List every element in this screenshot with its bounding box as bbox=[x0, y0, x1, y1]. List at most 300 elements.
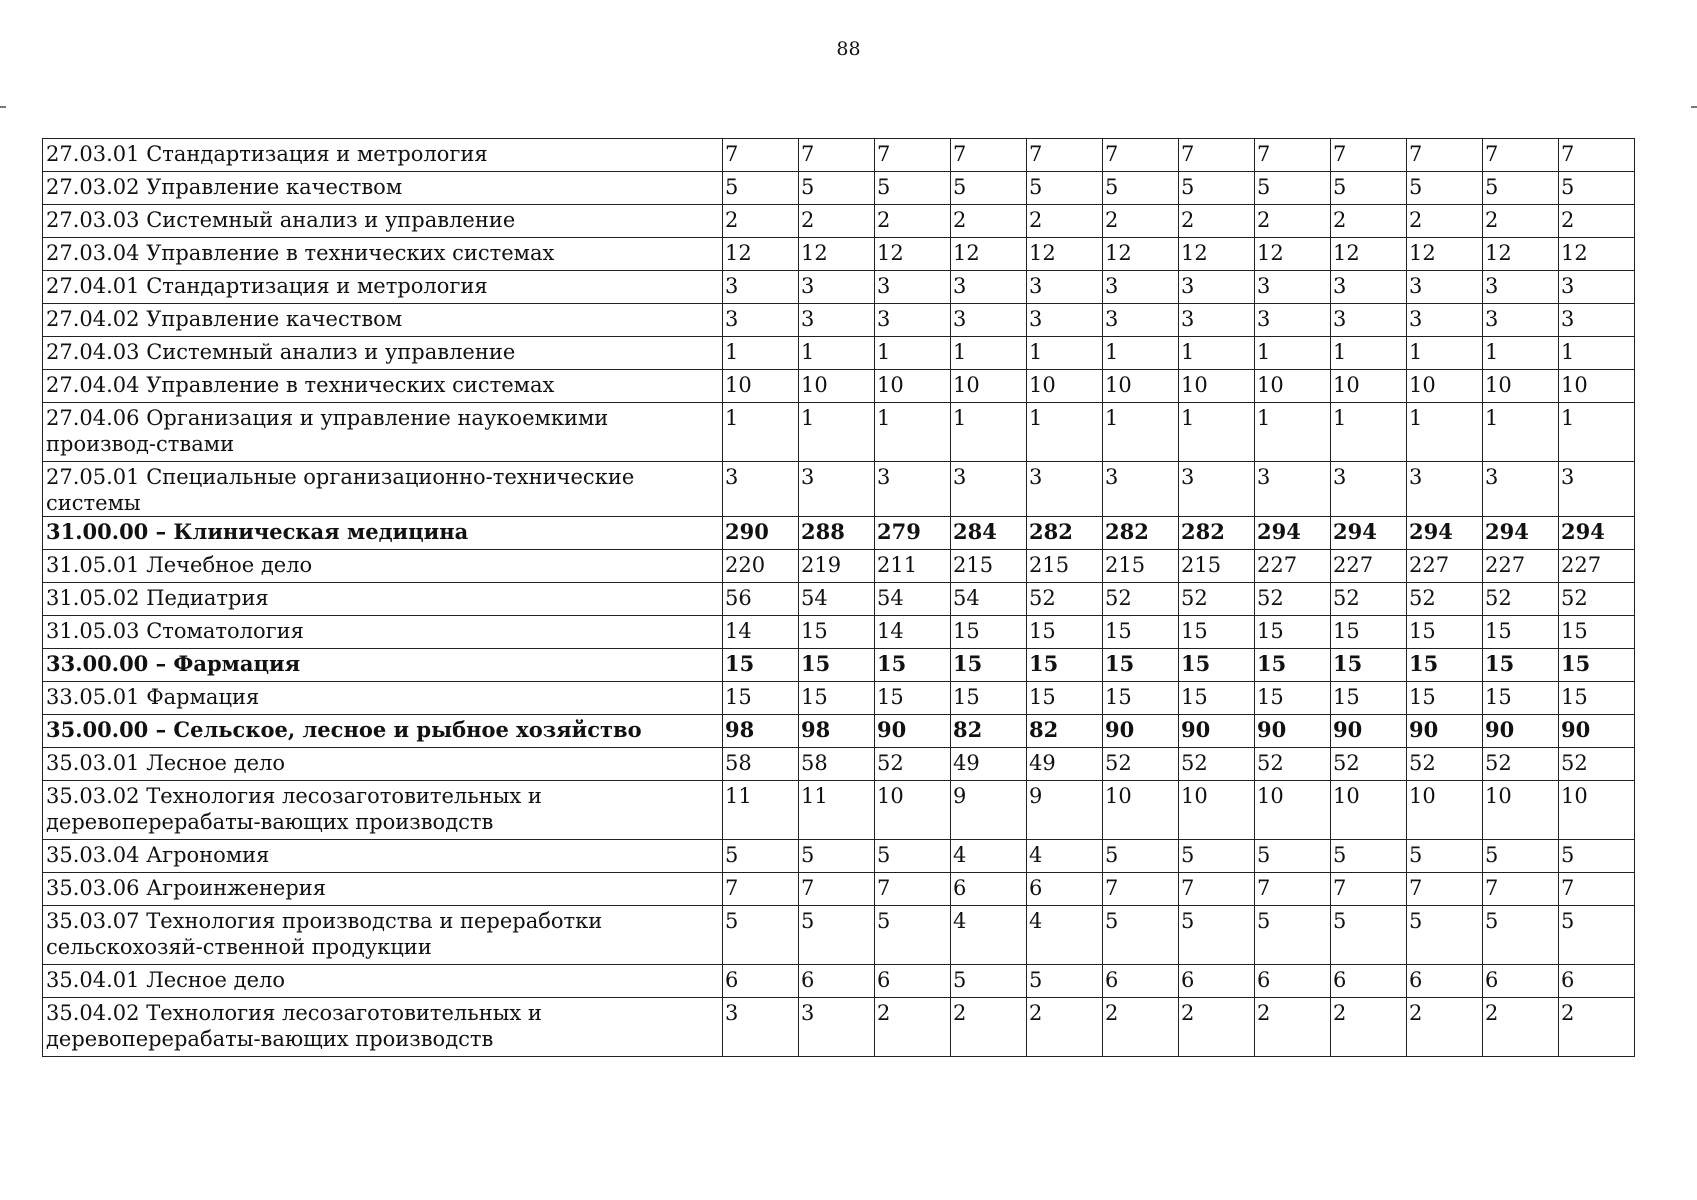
row-value-cell: 15 bbox=[1103, 682, 1179, 715]
row-value-cell: 49 bbox=[951, 748, 1027, 781]
row-value-cell: 15 bbox=[1027, 616, 1103, 649]
row-value-cell: 7 bbox=[799, 873, 875, 906]
row-value-cell: 1 bbox=[1331, 337, 1407, 370]
row-value-cell: 7 bbox=[723, 873, 799, 906]
row-value-cell: 58 bbox=[799, 748, 875, 781]
row-value-cell: 15 bbox=[1407, 616, 1483, 649]
row-value-cell: 3 bbox=[723, 462, 799, 517]
row-value-cell: 12 bbox=[723, 238, 799, 271]
row-value-cell: 6 bbox=[799, 965, 875, 998]
row-value-cell: 288 bbox=[799, 517, 875, 550]
row-value-cell: 5 bbox=[1331, 906, 1407, 965]
row-value-cell: 3 bbox=[1331, 462, 1407, 517]
scan-edge-mark-right bbox=[1691, 106, 1697, 108]
row-value-cell: 15 bbox=[951, 616, 1027, 649]
table-row bbox=[43, 781, 1635, 840]
row-value-cell: 3 bbox=[1407, 271, 1483, 304]
row-value-cell: 215 bbox=[1179, 550, 1255, 583]
row-value-cell: 14 bbox=[723, 616, 799, 649]
row-value-cell: 90 bbox=[1179, 715, 1255, 748]
row-value-cell: 282 bbox=[1179, 517, 1255, 550]
row-value-cell: 1 bbox=[1407, 403, 1483, 462]
row-value-cell: 15 bbox=[1483, 649, 1559, 682]
row-value-cell: 3 bbox=[1331, 304, 1407, 337]
row-value-cell: 52 bbox=[1179, 583, 1255, 616]
row-value-cell: 2 bbox=[1179, 205, 1255, 238]
table-row bbox=[43, 238, 1635, 271]
row-value-cell: 5 bbox=[799, 172, 875, 205]
row-value-cell: 5 bbox=[1179, 172, 1255, 205]
row-value-cell: 15 bbox=[1179, 649, 1255, 682]
table-row bbox=[43, 682, 1635, 715]
table-row bbox=[43, 748, 1635, 781]
row-value-cell: 1 bbox=[1331, 403, 1407, 462]
row-value-cell: 10 bbox=[1179, 781, 1255, 840]
row-value-cell: 10 bbox=[1331, 370, 1407, 403]
row-value-cell: 3 bbox=[1559, 271, 1635, 304]
row-value-cell: 5 bbox=[1255, 840, 1331, 873]
row-value-cell: 1 bbox=[799, 337, 875, 370]
row-value-cell: 5 bbox=[951, 965, 1027, 998]
row-value-cell: 5 bbox=[1559, 840, 1635, 873]
row-program-name: 27.04.04 Управление в технических системах bbox=[43, 370, 723, 403]
row-value-cell: 4 bbox=[951, 840, 1027, 873]
row-value-cell: 90 bbox=[875, 715, 951, 748]
row-value-cell: 7 bbox=[875, 873, 951, 906]
row-value-cell: 3 bbox=[1255, 271, 1331, 304]
row-value-cell: 15 bbox=[1255, 682, 1331, 715]
row-value-cell: 2 bbox=[1103, 205, 1179, 238]
row-value-cell: 3 bbox=[1027, 462, 1103, 517]
row-program-name: 35.03.01 Лесное дело bbox=[43, 748, 723, 781]
row-value-cell: 3 bbox=[951, 462, 1027, 517]
row-value-cell: 1 bbox=[1255, 337, 1331, 370]
row-value-cell: 52 bbox=[1483, 748, 1559, 781]
row-value-cell: 90 bbox=[1483, 715, 1559, 748]
row-value-cell: 7 bbox=[723, 139, 799, 172]
row-program-name: 31.00.00 – Клиническая медицина bbox=[43, 517, 723, 550]
row-value-cell: 3 bbox=[1179, 462, 1255, 517]
row-value-cell: 6 bbox=[1179, 965, 1255, 998]
row-value-cell: 10 bbox=[1331, 781, 1407, 840]
row-program-name: 27.03.04 Управление в технических системах bbox=[43, 238, 723, 271]
row-program-name: 27.04.03 Системный анализ и управление bbox=[43, 337, 723, 370]
row-value-cell: 52 bbox=[1407, 583, 1483, 616]
row-value-cell: 82 bbox=[1027, 715, 1103, 748]
table-row bbox=[43, 965, 1635, 998]
row-value-cell: 10 bbox=[875, 781, 951, 840]
row-value-cell: 2 bbox=[1027, 998, 1103, 1057]
table-row bbox=[43, 370, 1635, 403]
row-value-cell: 227 bbox=[1255, 550, 1331, 583]
row-value-cell: 294 bbox=[1483, 517, 1559, 550]
row-value-cell: 52 bbox=[1331, 748, 1407, 781]
row-value-cell: 3 bbox=[723, 998, 799, 1057]
row-value-cell: 1 bbox=[875, 403, 951, 462]
table-row bbox=[43, 550, 1635, 583]
row-value-cell: 52 bbox=[1255, 748, 1331, 781]
row-value-cell: 10 bbox=[951, 370, 1027, 403]
row-program-name: 31.05.03 Стоматология bbox=[43, 616, 723, 649]
row-value-cell: 3 bbox=[1103, 271, 1179, 304]
row-value-cell: 219 bbox=[799, 550, 875, 583]
row-value-cell: 10 bbox=[1103, 781, 1179, 840]
row-value-cell: 227 bbox=[1331, 550, 1407, 583]
row-value-cell: 15 bbox=[1331, 616, 1407, 649]
row-value-cell: 3 bbox=[1483, 271, 1559, 304]
row-value-cell: 5 bbox=[1179, 906, 1255, 965]
table-body bbox=[43, 139, 1635, 1057]
row-value-cell: 52 bbox=[1179, 748, 1255, 781]
row-value-cell: 90 bbox=[1103, 715, 1179, 748]
row-value-cell: 3 bbox=[951, 271, 1027, 304]
table-row-group-total bbox=[43, 517, 1635, 550]
row-value-cell: 3 bbox=[1103, 462, 1179, 517]
row-value-cell: 2 bbox=[1179, 998, 1255, 1057]
row-value-cell: 4 bbox=[1027, 840, 1103, 873]
row-value-cell: 5 bbox=[1103, 906, 1179, 965]
row-program-name: 31.05.01 Лечебное дело bbox=[43, 550, 723, 583]
row-value-cell: 1 bbox=[1179, 403, 1255, 462]
row-value-cell: 11 bbox=[723, 781, 799, 840]
row-value-cell: 12 bbox=[1103, 238, 1179, 271]
row-value-cell: 12 bbox=[1559, 238, 1635, 271]
row-value-cell: 15 bbox=[1331, 649, 1407, 682]
row-value-cell: 7 bbox=[1179, 139, 1255, 172]
row-value-cell: 1 bbox=[1559, 403, 1635, 462]
row-value-cell: 15 bbox=[875, 682, 951, 715]
row-value-cell: 5 bbox=[1255, 906, 1331, 965]
row-value-cell: 3 bbox=[1103, 304, 1179, 337]
row-value-cell: 3 bbox=[799, 462, 875, 517]
row-value-cell: 12 bbox=[1331, 238, 1407, 271]
row-value-cell: 10 bbox=[1483, 370, 1559, 403]
table-row bbox=[43, 616, 1635, 649]
row-value-cell: 282 bbox=[1103, 517, 1179, 550]
row-value-cell: 7 bbox=[799, 139, 875, 172]
row-value-cell: 2 bbox=[1407, 205, 1483, 238]
row-value-cell: 4 bbox=[1027, 906, 1103, 965]
row-value-cell: 15 bbox=[1559, 616, 1635, 649]
row-value-cell: 5 bbox=[1483, 172, 1559, 205]
row-value-cell: 52 bbox=[1407, 748, 1483, 781]
row-value-cell: 12 bbox=[1407, 238, 1483, 271]
row-value-cell: 7 bbox=[1483, 873, 1559, 906]
row-value-cell: 6 bbox=[1331, 965, 1407, 998]
row-value-cell: 1 bbox=[875, 337, 951, 370]
row-value-cell: 10 bbox=[1559, 370, 1635, 403]
row-value-cell: 6 bbox=[1559, 965, 1635, 998]
row-value-cell: 10 bbox=[723, 370, 799, 403]
row-value-cell: 3 bbox=[1483, 304, 1559, 337]
row-value-cell: 6 bbox=[1103, 965, 1179, 998]
row-value-cell: 215 bbox=[1027, 550, 1103, 583]
row-value-cell: 1 bbox=[1483, 403, 1559, 462]
table-row bbox=[43, 337, 1635, 370]
row-value-cell: 15 bbox=[875, 649, 951, 682]
row-value-cell: 10 bbox=[1407, 781, 1483, 840]
row-value-cell: 5 bbox=[723, 172, 799, 205]
row-value-cell: 12 bbox=[875, 238, 951, 271]
row-value-cell: 2 bbox=[875, 998, 951, 1057]
row-value-cell: 3 bbox=[1027, 304, 1103, 337]
row-value-cell: 5 bbox=[951, 172, 1027, 205]
row-value-cell: 1 bbox=[723, 403, 799, 462]
row-value-cell: 5 bbox=[875, 840, 951, 873]
row-value-cell: 2 bbox=[1483, 205, 1559, 238]
row-value-cell: 215 bbox=[1103, 550, 1179, 583]
row-value-cell: 54 bbox=[875, 583, 951, 616]
enrollment-table-wrapper bbox=[42, 138, 1634, 1057]
row-value-cell: 5 bbox=[1407, 172, 1483, 205]
row-value-cell: 282 bbox=[1027, 517, 1103, 550]
row-value-cell: 52 bbox=[1103, 748, 1179, 781]
row-value-cell: 7 bbox=[1027, 139, 1103, 172]
table-row bbox=[43, 403, 1635, 462]
row-value-cell: 7 bbox=[875, 139, 951, 172]
row-value-cell: 227 bbox=[1483, 550, 1559, 583]
row-value-cell: 5 bbox=[1483, 906, 1559, 965]
row-value-cell: 7 bbox=[1331, 873, 1407, 906]
row-value-cell: 12 bbox=[799, 238, 875, 271]
row-value-cell: 7 bbox=[1559, 873, 1635, 906]
row-value-cell: 3 bbox=[875, 304, 951, 337]
row-value-cell: 49 bbox=[1027, 748, 1103, 781]
row-value-cell: 3 bbox=[875, 271, 951, 304]
row-value-cell: 3 bbox=[1331, 271, 1407, 304]
row-value-cell: 12 bbox=[1179, 238, 1255, 271]
scan-edge-mark-left bbox=[0, 106, 6, 108]
row-value-cell: 5 bbox=[1103, 840, 1179, 873]
row-value-cell: 7 bbox=[1179, 873, 1255, 906]
row-program-name: 35.03.06 Агроинженерия bbox=[43, 873, 723, 906]
row-value-cell: 98 bbox=[723, 715, 799, 748]
row-value-cell: 294 bbox=[1559, 517, 1635, 550]
row-value-cell: 10 bbox=[1179, 370, 1255, 403]
row-value-cell: 56 bbox=[723, 583, 799, 616]
row-program-name: 33.05.01 Фармация bbox=[43, 682, 723, 715]
row-program-name: 35.03.07 Технология производства и переработки сельскохозяй-ственной продукции bbox=[43, 906, 723, 965]
row-value-cell: 6 bbox=[723, 965, 799, 998]
row-program-name: 31.05.02 Педиатрия bbox=[43, 583, 723, 616]
row-value-cell: 52 bbox=[1103, 583, 1179, 616]
row-value-cell: 7 bbox=[1407, 873, 1483, 906]
row-value-cell: 90 bbox=[1559, 715, 1635, 748]
row-value-cell: 211 bbox=[875, 550, 951, 583]
row-program-name: 27.03.03 Системный анализ и управление bbox=[43, 205, 723, 238]
row-value-cell: 5 bbox=[1027, 965, 1103, 998]
row-value-cell: 6 bbox=[1027, 873, 1103, 906]
row-value-cell: 10 bbox=[875, 370, 951, 403]
row-value-cell: 5 bbox=[1407, 906, 1483, 965]
row-value-cell: 227 bbox=[1559, 550, 1635, 583]
row-value-cell: 2 bbox=[1255, 205, 1331, 238]
row-value-cell: 10 bbox=[1559, 781, 1635, 840]
row-value-cell: 10 bbox=[799, 370, 875, 403]
row-value-cell: 2 bbox=[1559, 205, 1635, 238]
row-value-cell: 1 bbox=[1027, 337, 1103, 370]
row-value-cell: 2 bbox=[1483, 998, 1559, 1057]
row-value-cell: 2 bbox=[951, 205, 1027, 238]
row-value-cell: 1 bbox=[951, 337, 1027, 370]
row-program-name: 27.05.01 Специальные организационно-технические системы bbox=[43, 462, 723, 517]
row-value-cell: 5 bbox=[1559, 172, 1635, 205]
row-program-name: 35.00.00 – Сельское, лесное и рыбное хозяйство bbox=[43, 715, 723, 748]
row-value-cell: 82 bbox=[951, 715, 1027, 748]
row-value-cell: 54 bbox=[799, 583, 875, 616]
row-value-cell: 15 bbox=[1407, 649, 1483, 682]
row-value-cell: 6 bbox=[1407, 965, 1483, 998]
row-value-cell: 7 bbox=[1103, 139, 1179, 172]
row-value-cell: 52 bbox=[1331, 583, 1407, 616]
row-value-cell: 7 bbox=[1255, 873, 1331, 906]
row-value-cell: 52 bbox=[1559, 583, 1635, 616]
table-row-group-total bbox=[43, 715, 1635, 748]
row-value-cell: 15 bbox=[1027, 682, 1103, 715]
row-program-name: 27.03.02 Управление качеством bbox=[43, 172, 723, 205]
row-value-cell: 7 bbox=[1255, 139, 1331, 172]
enrollment-table bbox=[42, 138, 1635, 1057]
row-value-cell: 5 bbox=[875, 172, 951, 205]
row-value-cell: 15 bbox=[723, 682, 799, 715]
row-value-cell: 5 bbox=[875, 906, 951, 965]
row-value-cell: 1 bbox=[1027, 403, 1103, 462]
row-value-cell: 52 bbox=[1255, 583, 1331, 616]
row-value-cell: 6 bbox=[951, 873, 1027, 906]
row-value-cell: 2 bbox=[1103, 998, 1179, 1057]
row-value-cell: 3 bbox=[1027, 271, 1103, 304]
row-value-cell: 290 bbox=[723, 517, 799, 550]
row-value-cell: 5 bbox=[723, 840, 799, 873]
row-value-cell: 2 bbox=[1559, 998, 1635, 1057]
row-value-cell: 2 bbox=[875, 205, 951, 238]
row-value-cell: 10 bbox=[1103, 370, 1179, 403]
row-value-cell: 2 bbox=[1331, 998, 1407, 1057]
row-value-cell: 10 bbox=[1255, 781, 1331, 840]
row-value-cell: 15 bbox=[1559, 682, 1635, 715]
row-value-cell: 5 bbox=[1407, 840, 1483, 873]
row-value-cell: 5 bbox=[1483, 840, 1559, 873]
row-value-cell: 6 bbox=[1255, 965, 1331, 998]
row-value-cell: 15 bbox=[1483, 616, 1559, 649]
table-row bbox=[43, 462, 1635, 517]
row-value-cell: 5 bbox=[1331, 172, 1407, 205]
row-value-cell: 1 bbox=[1179, 337, 1255, 370]
table-row bbox=[43, 205, 1635, 238]
row-value-cell: 15 bbox=[1483, 682, 1559, 715]
table-row bbox=[43, 304, 1635, 337]
table-row bbox=[43, 139, 1635, 172]
row-value-cell: 1 bbox=[799, 403, 875, 462]
row-value-cell: 3 bbox=[1255, 304, 1331, 337]
row-value-cell: 294 bbox=[1331, 517, 1407, 550]
row-value-cell: 5 bbox=[799, 906, 875, 965]
row-value-cell: 7 bbox=[1331, 139, 1407, 172]
row-value-cell: 15 bbox=[723, 649, 799, 682]
row-value-cell: 1 bbox=[723, 337, 799, 370]
row-value-cell: 90 bbox=[1331, 715, 1407, 748]
row-program-name: 27.03.01 Стандартизация и метрология bbox=[43, 139, 723, 172]
row-value-cell: 15 bbox=[799, 616, 875, 649]
row-program-name: 27.04.01 Стандартизация и метрология bbox=[43, 271, 723, 304]
row-value-cell: 1 bbox=[1559, 337, 1635, 370]
table-row bbox=[43, 906, 1635, 965]
row-value-cell: 5 bbox=[1255, 172, 1331, 205]
row-value-cell: 227 bbox=[1407, 550, 1483, 583]
row-value-cell: 9 bbox=[951, 781, 1027, 840]
row-value-cell: 15 bbox=[1407, 682, 1483, 715]
row-value-cell: 6 bbox=[875, 965, 951, 998]
row-value-cell: 5 bbox=[1103, 172, 1179, 205]
row-value-cell: 5 bbox=[799, 840, 875, 873]
row-value-cell: 3 bbox=[875, 462, 951, 517]
row-value-cell: 52 bbox=[1027, 583, 1103, 616]
row-value-cell: 4 bbox=[951, 906, 1027, 965]
row-program-name: 35.04.01 Лесное дело bbox=[43, 965, 723, 998]
row-value-cell: 5 bbox=[723, 906, 799, 965]
row-program-name: 27.04.02 Управление качеством bbox=[43, 304, 723, 337]
row-value-cell: 7 bbox=[1103, 873, 1179, 906]
row-value-cell: 5 bbox=[1027, 172, 1103, 205]
row-value-cell: 3 bbox=[799, 271, 875, 304]
row-value-cell: 5 bbox=[1559, 906, 1635, 965]
row-value-cell: 2 bbox=[1255, 998, 1331, 1057]
row-value-cell: 10 bbox=[1027, 370, 1103, 403]
row-value-cell: 15 bbox=[1255, 616, 1331, 649]
row-value-cell: 12 bbox=[951, 238, 1027, 271]
row-value-cell: 12 bbox=[1027, 238, 1103, 271]
row-value-cell: 3 bbox=[799, 998, 875, 1057]
row-value-cell: 2 bbox=[951, 998, 1027, 1057]
row-value-cell: 52 bbox=[1559, 748, 1635, 781]
row-value-cell: 3 bbox=[1559, 462, 1635, 517]
row-value-cell: 3 bbox=[1407, 304, 1483, 337]
row-value-cell: 3 bbox=[1179, 271, 1255, 304]
row-value-cell: 1 bbox=[1103, 403, 1179, 462]
row-program-name: 33.00.00 – Фармация bbox=[43, 649, 723, 682]
row-value-cell: 3 bbox=[1483, 462, 1559, 517]
row-value-cell: 10 bbox=[1483, 781, 1559, 840]
row-value-cell: 15 bbox=[951, 649, 1027, 682]
row-value-cell: 15 bbox=[1103, 649, 1179, 682]
row-value-cell: 6 bbox=[1483, 965, 1559, 998]
row-value-cell: 10 bbox=[1407, 370, 1483, 403]
table-row bbox=[43, 583, 1635, 616]
row-value-cell: 1 bbox=[1407, 337, 1483, 370]
row-value-cell: 2 bbox=[799, 205, 875, 238]
row-value-cell: 2 bbox=[1407, 998, 1483, 1057]
row-value-cell: 3 bbox=[1407, 462, 1483, 517]
row-value-cell: 98 bbox=[799, 715, 875, 748]
row-value-cell: 11 bbox=[799, 781, 875, 840]
row-value-cell: 90 bbox=[1407, 715, 1483, 748]
row-value-cell: 3 bbox=[723, 304, 799, 337]
row-value-cell: 2 bbox=[723, 205, 799, 238]
row-value-cell: 294 bbox=[1407, 517, 1483, 550]
row-value-cell: 7 bbox=[1559, 139, 1635, 172]
table-row bbox=[43, 998, 1635, 1057]
row-value-cell: 5 bbox=[1179, 840, 1255, 873]
row-value-cell: 54 bbox=[951, 583, 1027, 616]
page-number: 88 bbox=[836, 38, 861, 60]
row-value-cell: 10 bbox=[1255, 370, 1331, 403]
row-value-cell: 284 bbox=[951, 517, 1027, 550]
row-value-cell: 15 bbox=[799, 649, 875, 682]
row-value-cell: 1 bbox=[1255, 403, 1331, 462]
row-program-name: 35.03.04 Агрономия bbox=[43, 840, 723, 873]
row-value-cell: 2 bbox=[1331, 205, 1407, 238]
row-value-cell: 15 bbox=[1179, 682, 1255, 715]
